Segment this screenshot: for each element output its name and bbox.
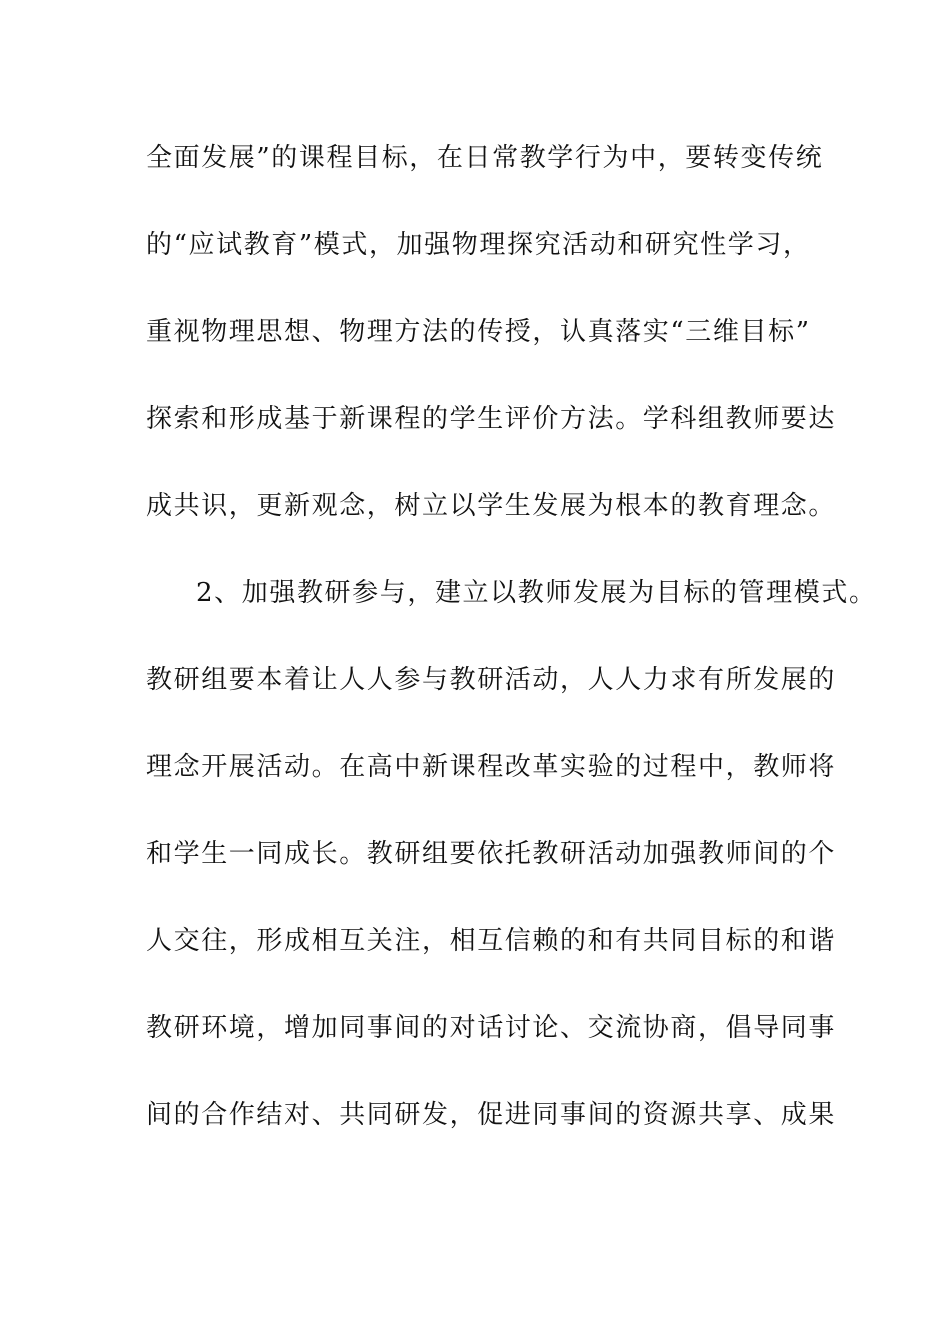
text-line: 人交往，形成相互关注，相互信赖的和有共同目标的和谐 xyxy=(146,926,837,956)
text-line: 的“应试教育”模式，加强物理探究活动和研究性学习， xyxy=(146,230,811,260)
text-line: 理念开展活动。在高中新课程改革实验的过程中，教师将 xyxy=(146,752,837,782)
text-line: 和学生一同成长。教研组要依托教研活动加强教师间的个 xyxy=(146,839,837,869)
text-line: 教研组要本着让人人参与教研活动，人人力求有所发展的 xyxy=(146,665,837,695)
text-line: 全面发展”的课程目标，在日常教学行为中，要转变传统 xyxy=(146,143,824,173)
text-line: 探索和形成基于新课程的学生评价方法。学科组教师要达 xyxy=(146,404,837,434)
paragraph-heading-line: 2、加强教研参与，建立以教师发展为目标的管理模式。 xyxy=(196,578,877,608)
text-line: 间的合作结对、共同研发，促进同事间的资源共享、成果 xyxy=(146,1100,837,1130)
text-line: 重视物理思想、物理方法的传授，认真落实“三维目标” xyxy=(146,317,811,347)
text-line: 教研环境，增加同事间的对话讨论、交流协商，倡导同事 xyxy=(146,1013,837,1043)
text-line: 成共识，更新观念，树立以学生发展为根本的教育理念。 xyxy=(146,491,837,521)
